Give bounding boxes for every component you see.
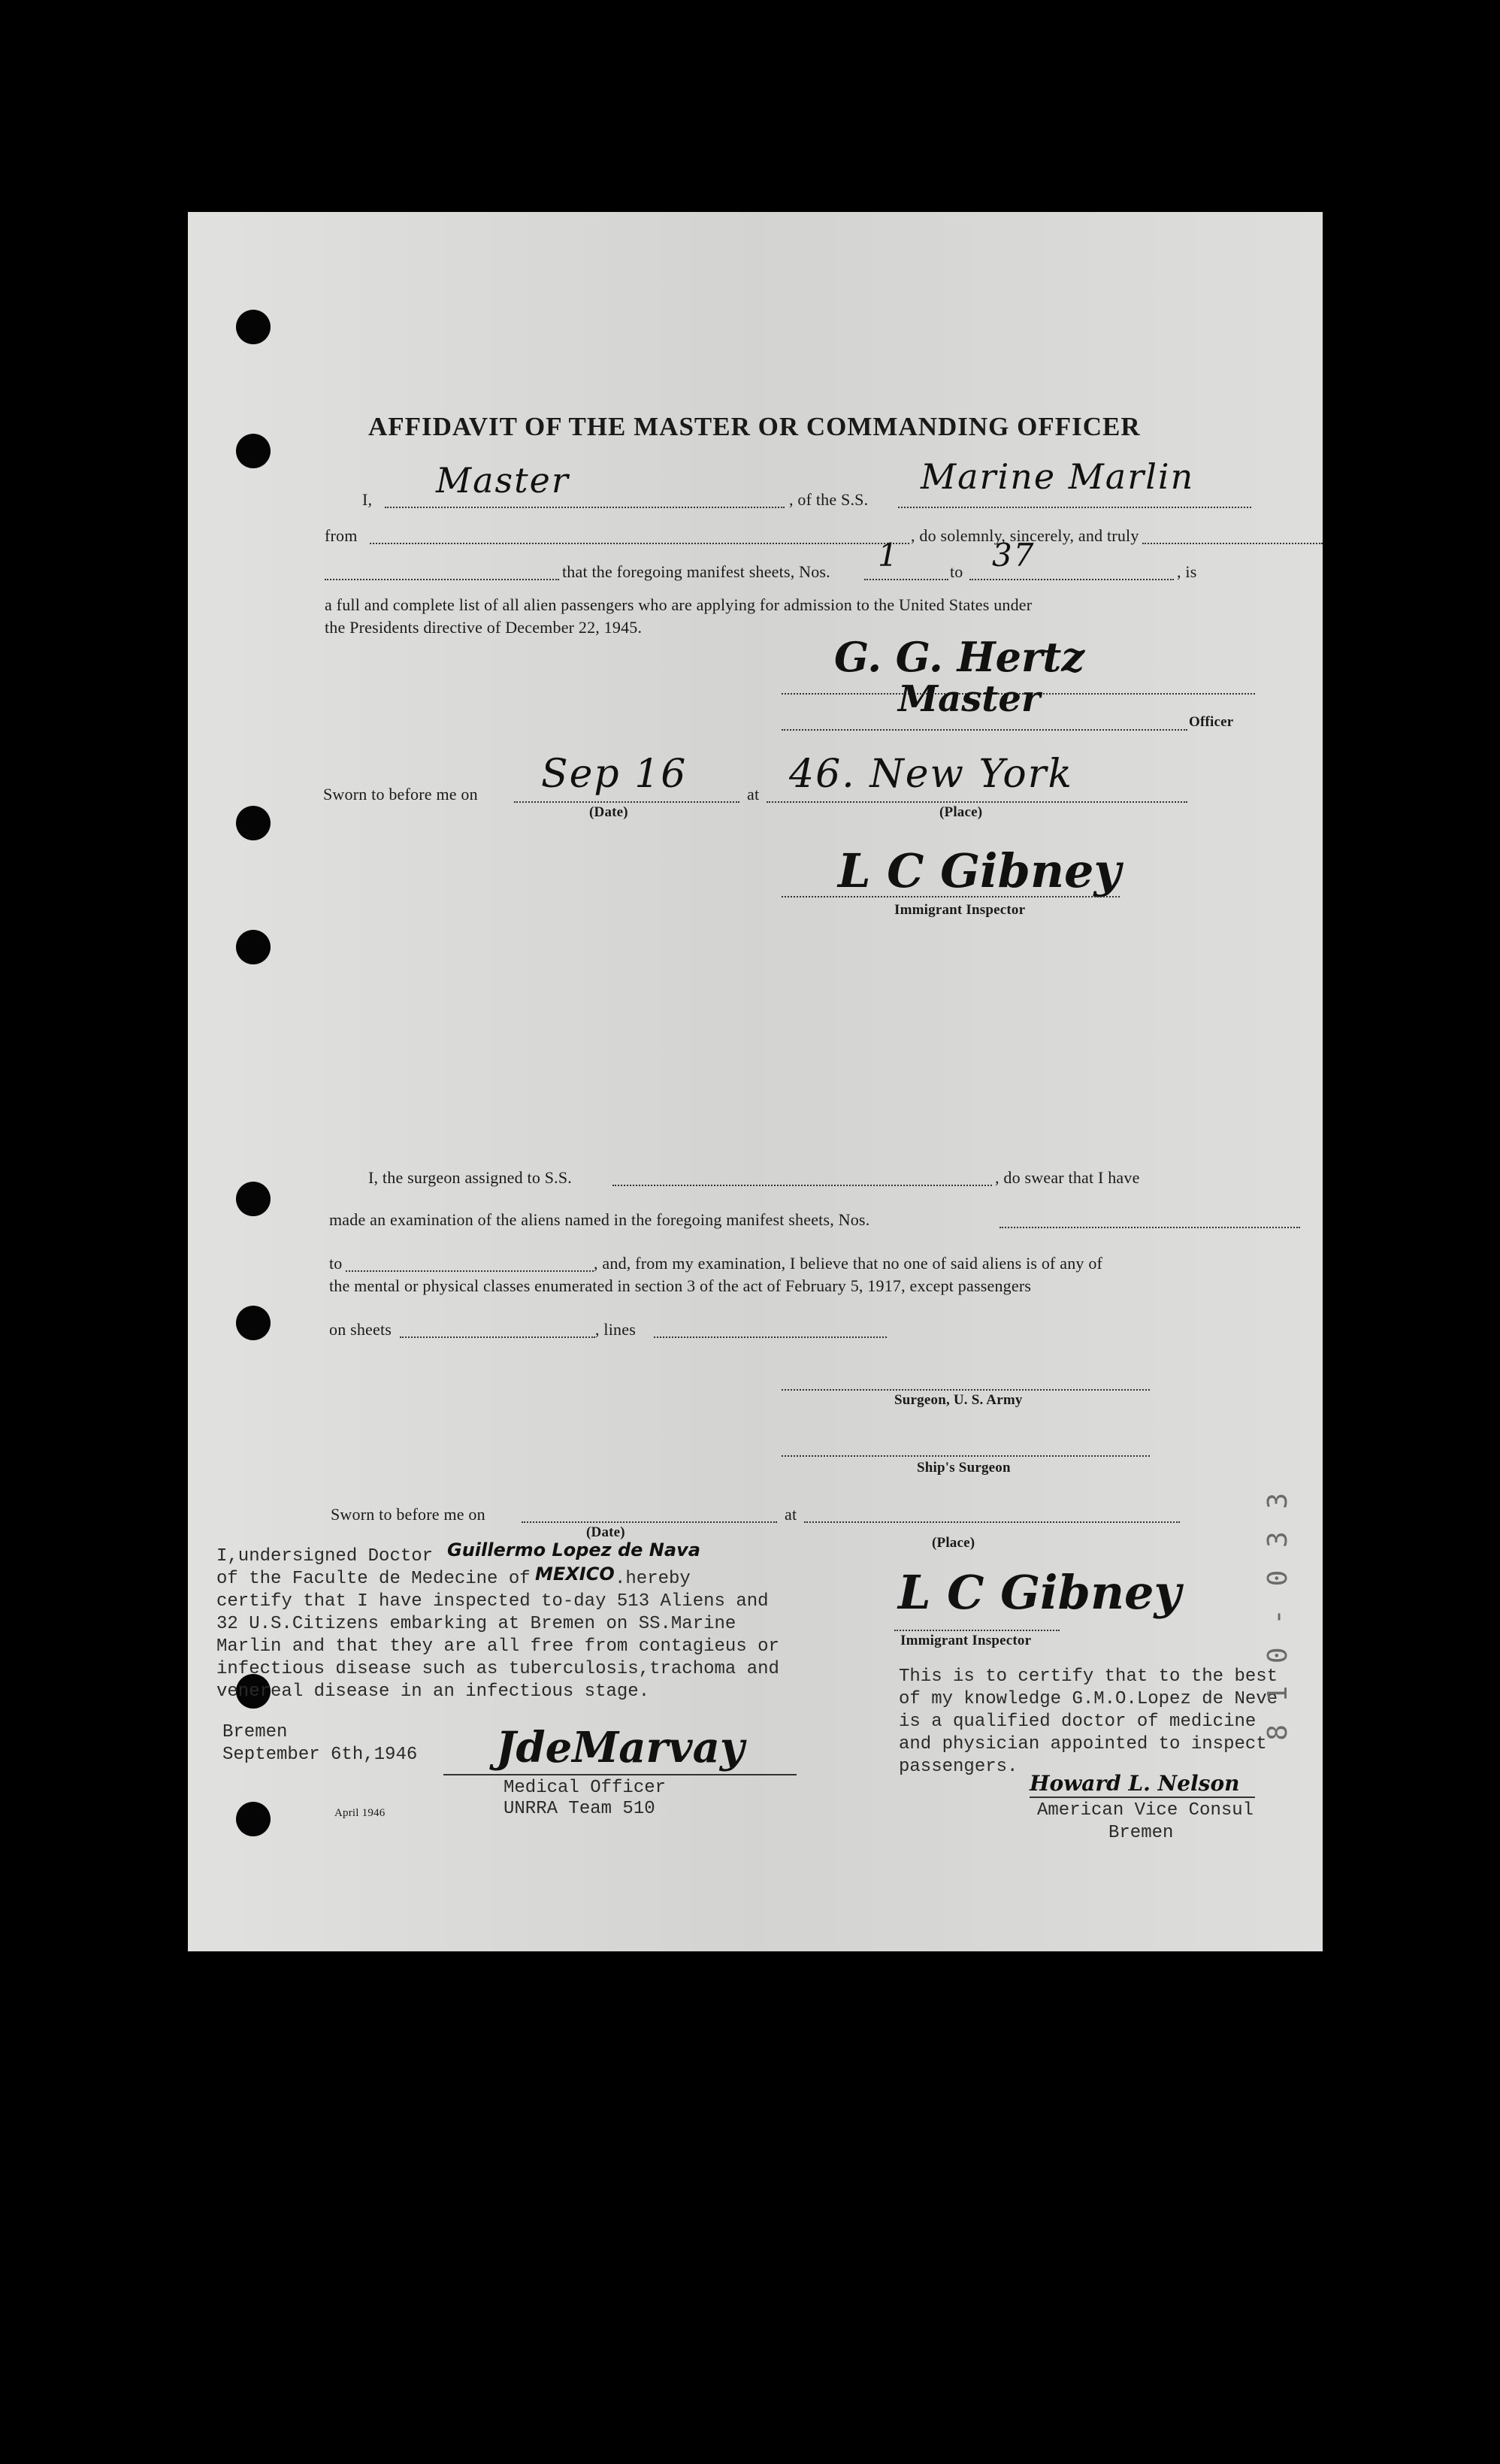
solemnly-text: , do solemnly, sincerely, and truly — [911, 526, 1139, 545]
punch-hole — [236, 1306, 271, 1340]
ships-surgeon-label: Ship's Surgeon — [917, 1460, 1011, 1476]
at-label-2: at — [785, 1505, 797, 1524]
side-stamp-number: 8 1 0 - 0 3 3 — [1263, 1490, 1293, 1741]
typed-cert-line-3: certify that I have inspected to-day 513 Aliens and — [216, 1591, 769, 1612]
typed-cert-line-6: infectious disease such as tuberculosis,trachoma and — [216, 1659, 779, 1679]
typed-cert-date: September 6th,1946 — [222, 1745, 418, 1765]
body-line-2: the Presidents directive of December 22, 1945. — [325, 618, 643, 637]
of-ss-label: , of the S.S. — [789, 490, 869, 509]
surgeon-line-3b: , and, from my examination, I believe that no one of said aliens is of any of — [594, 1254, 1103, 1273]
typed-cert-line-2a: of the Faculte de Medecine of — [216, 1569, 531, 1589]
consul-line-1: This is to certify that to the best — [899, 1666, 1278, 1687]
from-label: from — [325, 526, 358, 545]
master-name-handwritten: Master — [436, 460, 570, 501]
surgeon-line-5b: , lines — [595, 1320, 636, 1339]
affidavit-document — [188, 212, 1323, 1951]
punch-hole — [236, 1182, 271, 1216]
ship-name-handwritten: Marine Marlin — [921, 456, 1195, 497]
inspector-signature: L C Gibney — [838, 843, 1121, 898]
sworn-label: Sworn to before me on — [323, 785, 478, 804]
date-caption: (Date) — [589, 804, 628, 820]
punch-hole — [236, 806, 271, 840]
army-surgeon-label: Surgeon, U. S. Army — [894, 1392, 1023, 1408]
consul-line-2: of my knowledge G.M.O.Lopez de Neve — [899, 1689, 1278, 1709]
sheet-from-handwritten: 1 — [878, 537, 900, 574]
officer-title-handwritten: Master — [898, 678, 1041, 720]
body-line-1: a full and complete list of all alien passengers who are applying for admission to the United States under — [325, 595, 1033, 614]
is-label: , is — [1177, 562, 1197, 581]
typed-cert-line-4: 32 U.S.Citizens embarking at Bremen on SS.Marine — [216, 1614, 736, 1634]
place-caption: (Place) — [939, 804, 983, 820]
surgeon-line-1b: , do swear that I have — [995, 1168, 1140, 1187]
doctor-name-handwritten: Guillermo Lopez de Nava — [447, 1539, 700, 1560]
medical-officer-signature: JdeMarvay — [496, 1723, 745, 1772]
surgeon-line-3a: to — [329, 1254, 343, 1273]
consul-signature: Howard L. Nelson — [1030, 1771, 1240, 1796]
at-label: at — [747, 785, 760, 804]
date-caption-2: (Date) — [586, 1524, 625, 1540]
sworn-place-handwritten: 46. New York — [789, 752, 1074, 797]
affidavit-title: AFFIDAVIT OF THE MASTER OR COMMANDING OFFICER — [368, 412, 1141, 441]
consul-line-4: and physician appointed to inspect — [899, 1734, 1267, 1754]
typed-cert-line-1: I,undersigned Doctor — [216, 1546, 434, 1566]
unrra-team: UNRRA Team 510 — [504, 1799, 655, 1819]
sheet-to-handwritten: 37 — [992, 537, 1036, 574]
officer-signature: G. G. Hertz — [834, 633, 1085, 681]
medical-officer-title: Medical Officer — [504, 1778, 667, 1798]
surgeon-line-2: made an examination of the aliens named in the foregoing manifest sheets, Nos. — [329, 1210, 870, 1229]
immigrant-inspector-label: Immigrant Inspector — [894, 902, 1026, 918]
consul-line-3: is a qualified doctor of medicine — [899, 1712, 1257, 1732]
consul-city: Bremen — [1108, 1823, 1174, 1843]
consul-line-5: passengers. — [899, 1757, 1018, 1777]
consul-title: American Vice Consul — [1037, 1800, 1254, 1821]
typed-cert-line-5: Marlin and that they are all free from contagieus or — [216, 1636, 779, 1657]
punch-hole — [236, 310, 271, 344]
typed-cert-place: Bremen — [222, 1722, 288, 1742]
city-handwritten: MEXICO — [535, 1563, 615, 1585]
sworn-date-handwritten: Sep 16 — [541, 752, 688, 797]
form-code: April 1946 — [334, 1807, 386, 1819]
surgeon-line-4: the mental or physical classes enumerated in section 3 of the act of February 5, 1917, except passengers — [329, 1276, 1032, 1295]
punch-hole — [236, 930, 271, 964]
place-caption-2: (Place) — [932, 1535, 975, 1551]
typed-cert-line-2b: .hereby — [615, 1569, 691, 1589]
inspector-signature-2: L C Gibney — [898, 1565, 1181, 1620]
sworn-label-2: Sworn to before me on — [331, 1505, 485, 1524]
punch-hole — [236, 434, 271, 468]
officer-label: Officer — [1189, 714, 1234, 730]
i-label: I, — [362, 490, 373, 509]
typed-cert-line-7: venereal disease in an infectious stage. — [216, 1682, 650, 1702]
manifest-text: that the foregoing manifest sheets, Nos. — [562, 562, 830, 581]
immigrant-inspector-label-2: Immigrant Inspector — [900, 1633, 1032, 1648]
to-label: to — [950, 562, 963, 581]
surgeon-line-5a: on sheets — [329, 1320, 392, 1339]
punch-hole — [236, 1802, 271, 1836]
surgeon-line-1a: I, the surgeon assigned to S.S. — [368, 1168, 573, 1187]
